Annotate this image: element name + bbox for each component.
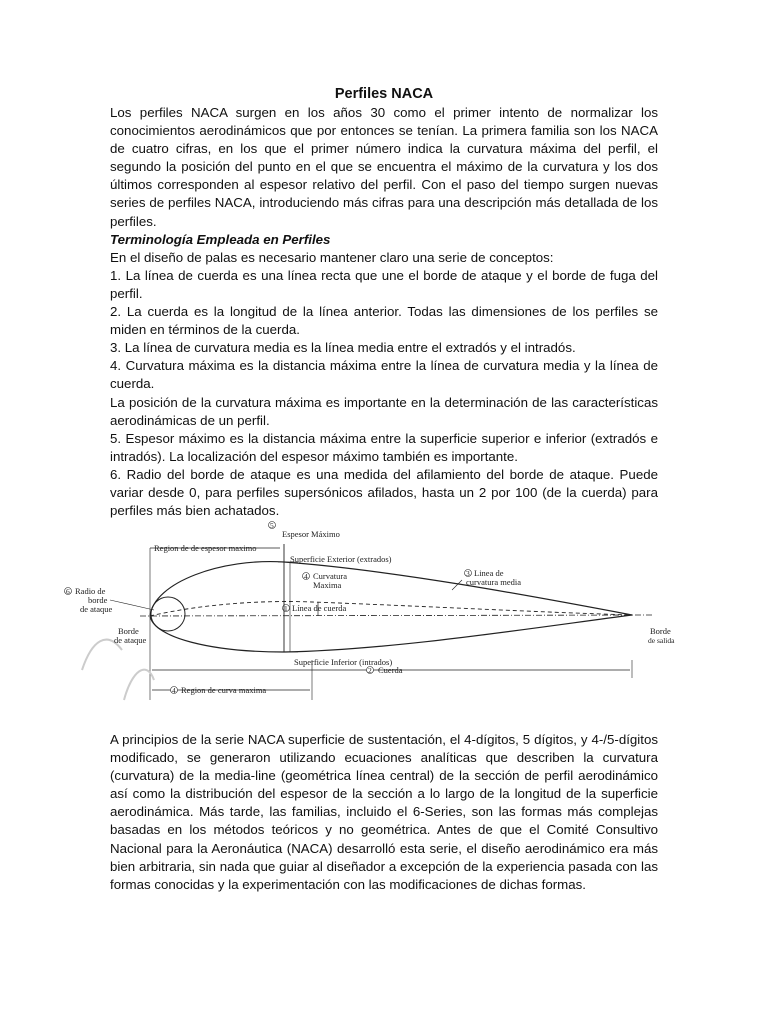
label-borde-ataque-2: de ataque: [114, 635, 147, 645]
chord-line: [140, 615, 652, 616]
label-region-espesor: Region de de espesor maximo: [154, 543, 257, 553]
airfoil-diagram: [62, 520, 682, 715]
label-number: 3: [466, 569, 470, 578]
list-item: 4. Curvatura máxima es la distancia máxima entre la línea de curvatura media y la línea de cuerda.: [110, 358, 658, 392]
section-subheading: Terminología Empleada en Perfiles: [110, 231, 331, 247]
airfoil-upper-surface: [150, 562, 632, 616]
label-number: 2: [368, 666, 372, 675]
leading-edge-radius-circle: [151, 597, 185, 631]
document-body: [110, 86, 658, 520]
airfoil-lower-surface: [150, 615, 632, 652]
label-curvatura-media: curvatura media: [466, 577, 521, 587]
label-borde-salida-2: de salida: [648, 636, 675, 645]
label-region-curva: Region de curva maxima: [181, 685, 267, 695]
label-linea-de: Linea de: [474, 568, 504, 578]
label-borde-salida: Borde: [650, 626, 671, 636]
label-borde: borde: [88, 595, 108, 605]
page-title: Perfiles NACA: [334, 86, 434, 102]
intro-paragraph: Los perfiles NACA surgen en los años 30 como el primer intento de normalizar los conocimientos aerodinámicos que por entonces se tenían. La primera familia son los NACA de cuatro cifras, en los que el primer número indica la curvatura máxima del perfil, el segundo la posición del punto en el que se encuentra el máximo de la curvatura y los dos últimos corresponden al espesor relativo del perfil. Con el paso del tiempo surgen nuevas series de perfiles NACA, introduciendo más cifras para una descripción más detallada de los perfiles.: [110, 105, 658, 229]
label-radio-de: Radio de: [75, 586, 106, 596]
label-superficie-exterior: Superficie Exterior (extrados): [290, 554, 392, 564]
list-item: La posición de la curvatura máxima es importante en la determinación de las características aerodinámicas de un perfil.: [110, 394, 658, 428]
mean-camber-line: [150, 602, 632, 616]
conclusion-paragraph: A principios de la serie NACA superficie de sustentación, el 4-dígitos, 5 dígitos, y 4-/5-dígitos modificado, se generaron utilizando ecuaciones analíticas que describen la curvatura (curvatura) de la media-line (geométrica línea central) de la sección de perfil aerodinámico así como la distribución del espesor de la sección a lo largo de la longitud de la superficie aerodinámica. Más tarde, las familias, incluido el 6-Series, son las formas más complejas basadas en los métodos teóricos y no geométrica. Antes de que el Comité Consultivo Nacional para la Aeronáutica (NACA) desarrolló esta serie, el diseño aerodinámico era más bien arbitraria, sin nada que guiar al diseñador a excepción de la experiencia pasada con las formas conocidas y la experimentación con las modificaciones de dichas formas.: [110, 732, 658, 892]
label-de-ataque: de ataque: [80, 604, 113, 614]
label-maxima: Maxima: [313, 580, 342, 590]
list-item: 6. Radio del borde de ataque es una medida del afilamiento del borde de ataque. Puede variar desde 0, para perfiles supersónicos afilados, hasta un 2 por 100 (de la cuerda) para perfiles más bien achatados.: [110, 466, 658, 519]
lead-paragraph: En el diseño de palas es necesario mantener claro una serie de conceptos:: [110, 249, 554, 265]
list-item: 3. La línea de curvatura media es la línea media entre el extradós y el intradós.: [110, 340, 576, 356]
conclusion-section: [110, 731, 658, 894]
label-number: 6: [66, 587, 70, 596]
label-espesor-maximo: Espesor Máximo: [282, 529, 340, 539]
label-linea-cuerda: Línea de cuerda: [292, 603, 347, 613]
label-cuerda: Cuerda: [378, 665, 403, 675]
list-item: 2. La cuerda es la longitud de la línea anterior. Todas las dimensiones de los perfiles se miden en términos de la cuerda.: [110, 304, 658, 338]
label-number: 4: [304, 572, 308, 581]
list-item: 1. La línea de cuerda es una línea recta que une el borde de ataque y el borde de fuga del perfil.: [110, 267, 658, 301]
label-superficie-inferior: Superficie Inferior (intrados): [294, 657, 393, 667]
label-curvatura: Curvatura: [313, 571, 347, 581]
list-item: 5. Espesor máximo es la distancia máxima entre la superficie superior e inferior (extradós e intradós). La localización del espesor máximo también es importante.: [110, 430, 658, 464]
label-number: 1: [284, 604, 288, 613]
label-borde-ataque: Borde: [118, 626, 139, 636]
label-number: 4: [172, 686, 176, 695]
label-number: 5: [270, 521, 274, 530]
